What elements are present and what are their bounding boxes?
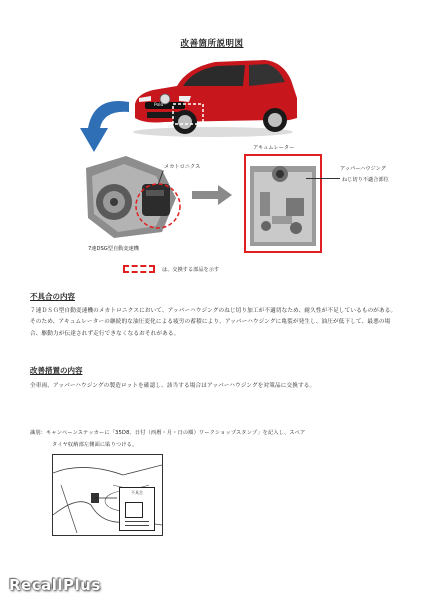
campaign-sticker xyxy=(119,487,155,531)
watermark: RecallPlus xyxy=(9,576,101,594)
sticker-location-diagram xyxy=(52,454,163,536)
sticker-line xyxy=(125,525,149,526)
accumulator-label: アキュムレーター xyxy=(253,145,295,151)
sticker-title: 不具合 xyxy=(131,490,143,495)
mechatronics-label: メカトロニクス xyxy=(164,164,201,170)
remedy-heading: 改善措置の内容 xyxy=(30,366,83,375)
transmission-label: 7速DSG型自動変速機 xyxy=(88,246,139,252)
upper-housing-note: ねじ切り不適合部位 xyxy=(342,177,389,183)
car-badge: Polo xyxy=(154,103,164,108)
defect-text: ７速ＤＳＧ型自動変速機のメカトロニクスにおいて、アッパーハウジングのねじ切り加工が不適切なため、耐久性が不足しているものがある。そのため、アキュムレーターの継続的な油圧変化による疲労の蓄積により、アッパーハウジングに亀裂が発生し、油圧が低下して、最悪の場合、駆動力が伝達されず走行できなくなるおそれがある。 xyxy=(30,308,397,337)
remedy-text: 全車両、アッパーハウジングの製造ロットを確認し、該当する場合はアッパーハウジングを対策品に交換する。 xyxy=(30,383,316,389)
defect-heading: 不具合の内容 xyxy=(30,292,75,301)
legend-swatch xyxy=(123,265,155,273)
upper-housing-leader xyxy=(306,178,340,179)
legend-text: は、交換する部品を示す xyxy=(162,267,220,273)
sticker-line xyxy=(125,521,149,522)
right-arrow-icon xyxy=(192,184,232,206)
identification-text: 識別：キャンペーンステッカーに「35D8、日付（西暦・月・日の順）ワークショップスタンプ」を記入し、スペア xyxy=(30,430,306,436)
upper-housing-label: アッパーハウジング xyxy=(340,166,386,172)
mechatronics-detail-box xyxy=(244,154,322,253)
car-illustration xyxy=(125,46,303,138)
document-title: 改善箇所説明図 xyxy=(180,39,244,49)
identification-text-2: タイヤ収納部左側面に貼りつける。 xyxy=(52,442,138,448)
sticker-stamp-area xyxy=(125,502,143,518)
